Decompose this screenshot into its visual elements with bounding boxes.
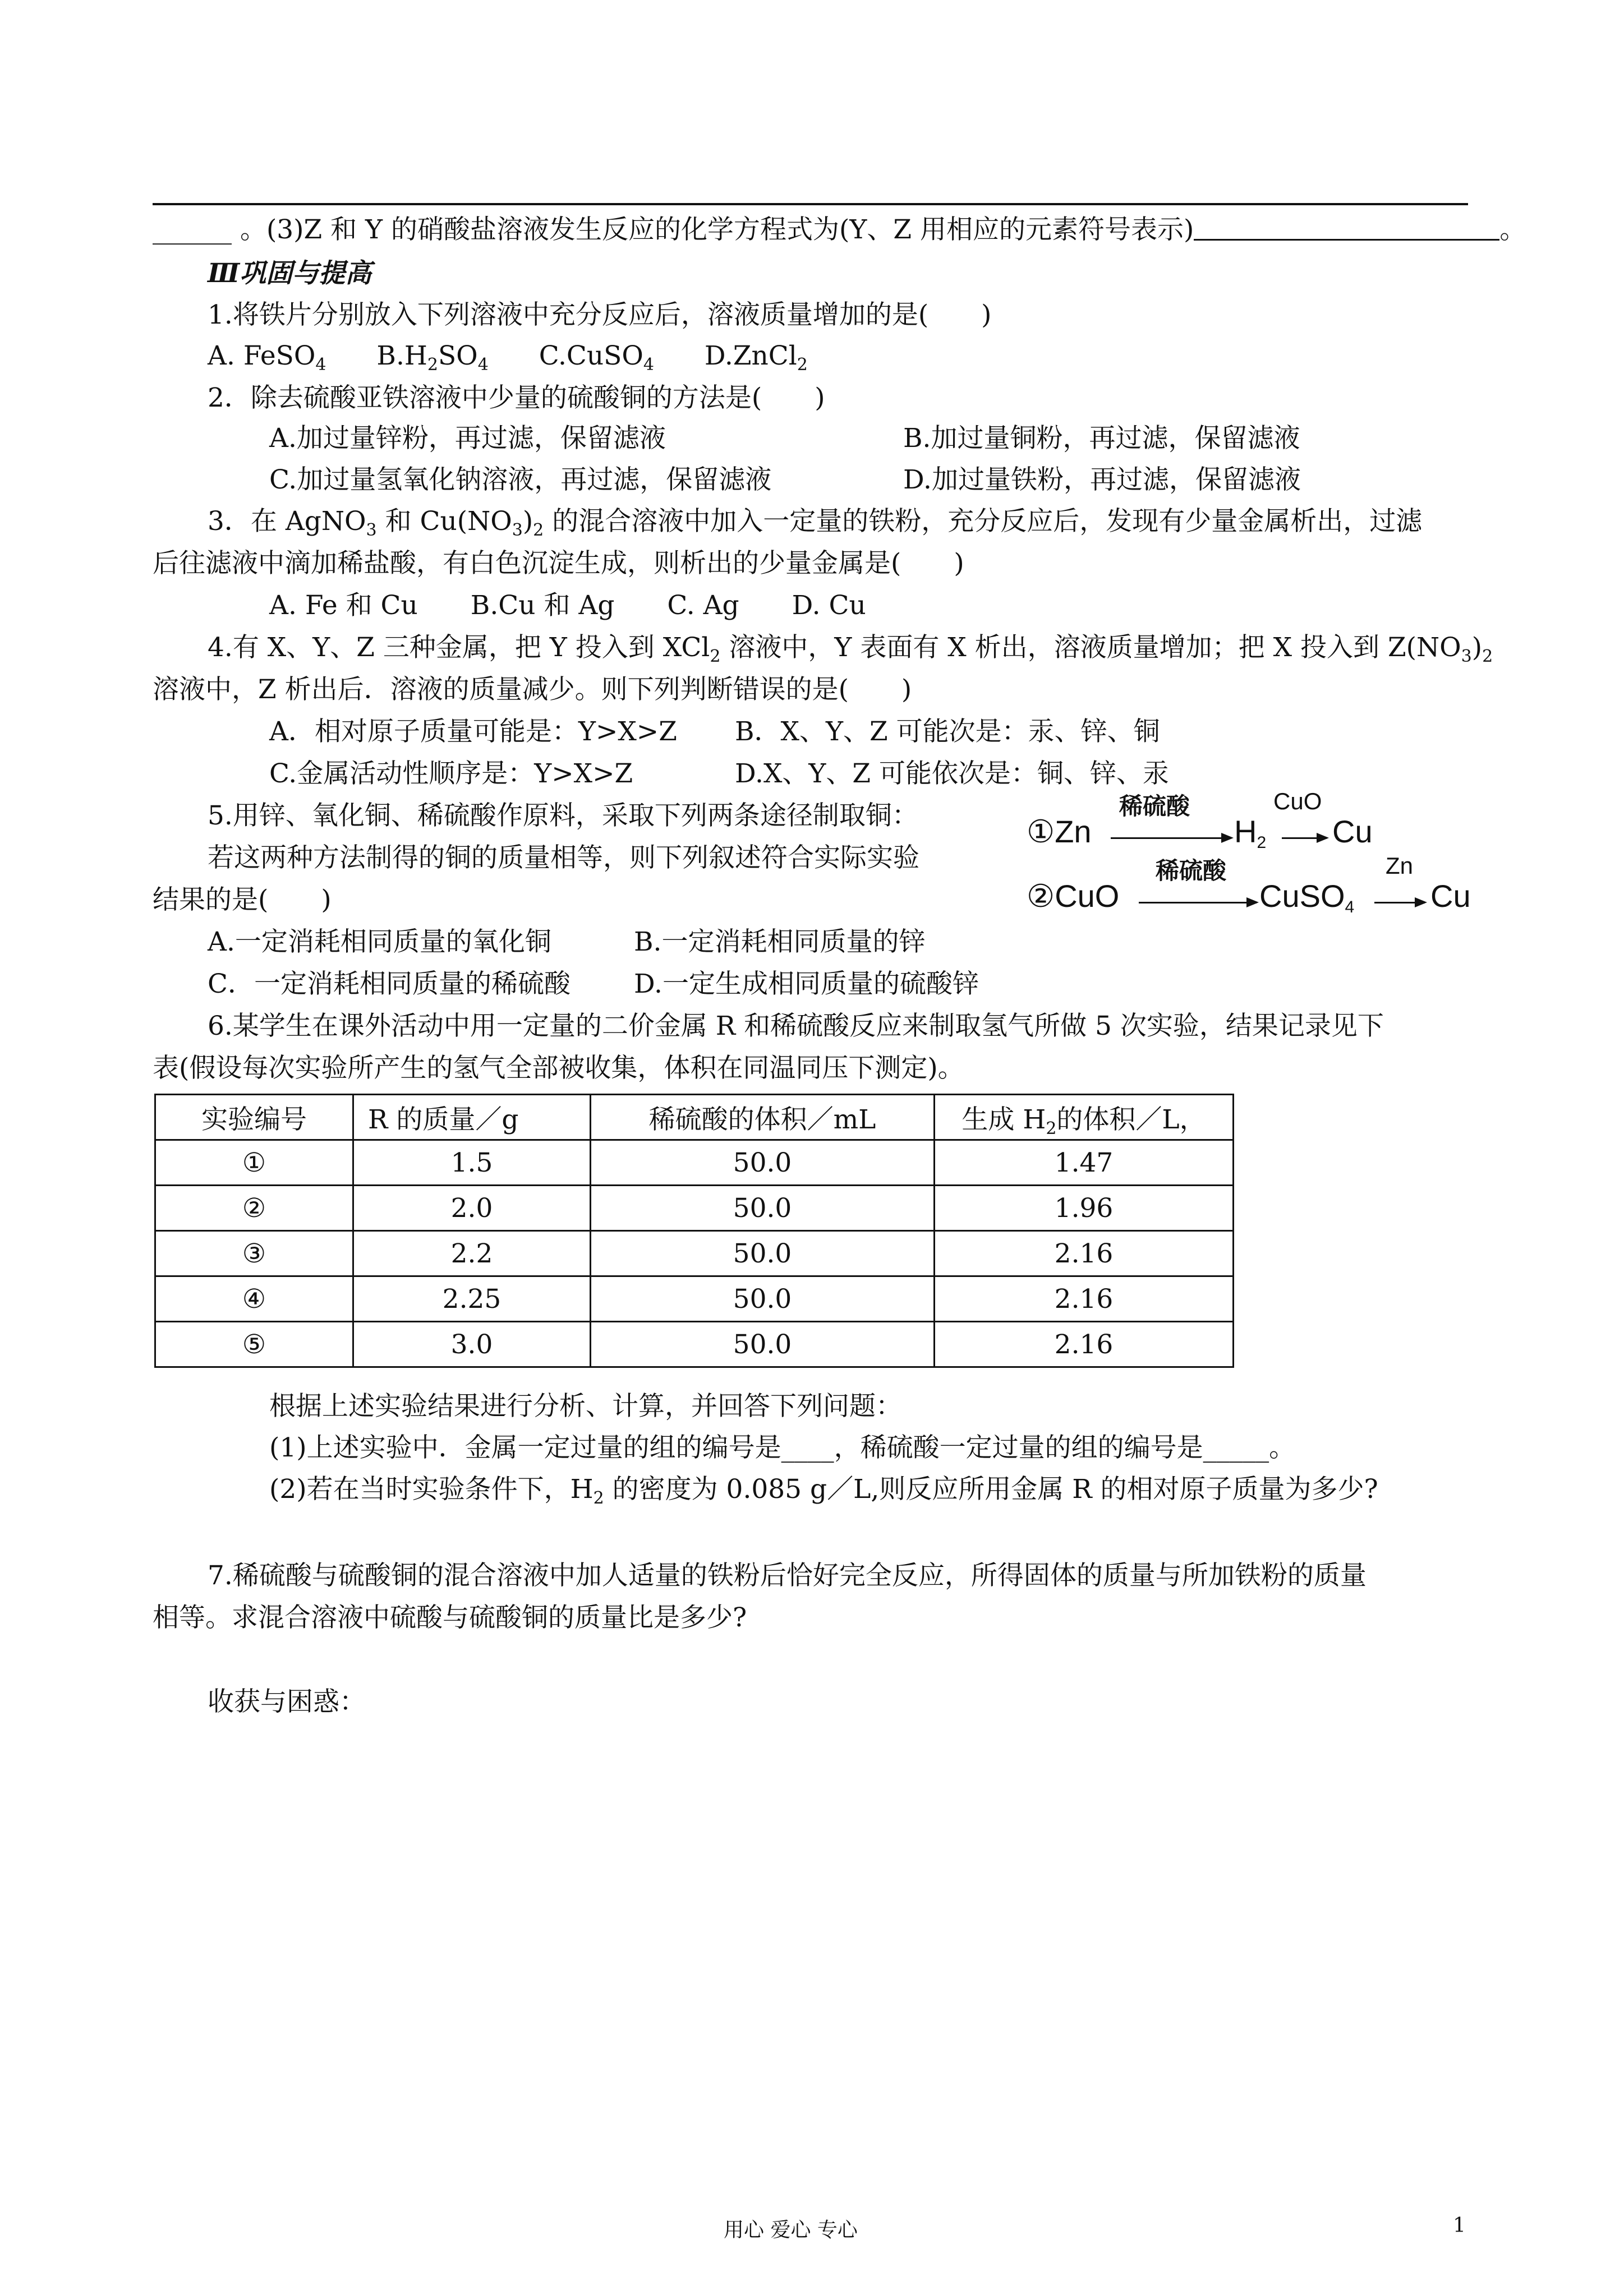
q2-option-d: D.加过量铁粉，再过滤，保留滤液 (903, 464, 1301, 495)
header-cell: 实验编号 (155, 1095, 353, 1140)
route-1-reagent-1: 稀硫酸 (1119, 793, 1190, 819)
q2-option-b: B.加过量铜粉，再过滤，保留滤液 (903, 423, 1300, 454)
page-number: 1 (1453, 2214, 1466, 2237)
q1-stem: 1.将铁片分别放入下列溶液中充分反应后，溶液质量增加的是( ) (208, 299, 992, 330)
route-2-reagent-1: 稀硫酸 (1156, 857, 1227, 884)
top-rule (153, 203, 1468, 205)
q5-option-b: B.一定消耗相同质量的锌 (634, 926, 926, 957)
route-2: ②CuO (1027, 878, 1120, 914)
table-cell: 1.5 (353, 1140, 591, 1186)
q6-line-2: 表(假设每次实验所产生的氢气全部被收集，体积在同温同压下测定)。 (153, 1053, 964, 1084)
table-cell: 50.0 (591, 1140, 935, 1186)
section-title: Ⅲ巩固与提高 (208, 258, 372, 289)
q2-option-a: A.加过量锌粉，再过滤，保留滤液 (269, 423, 666, 454)
route-1-arrow-1 (1111, 837, 1231, 839)
q6-instructions: 根据上述实验结果进行分析、计算，并回答下列问题： (269, 1391, 902, 1422)
table-cell: 3.0 (353, 1322, 591, 1367)
q1-option-a: A. FeSO (208, 340, 316, 371)
q5-option-a: A.一定消耗相同质量的氧化铜 (208, 926, 551, 957)
reflection-label: 收获与困惑： (208, 1686, 366, 1717)
route-1: ①Zn (1027, 814, 1092, 849)
footer-motto: 用心 爱心 专心 (724, 2219, 858, 2242)
q4-line-2: 溶液中，Z 析出后．溶液的质量减少。则下列判断错误的是( ) (153, 674, 912, 705)
header-cell: R 的质量／g (353, 1095, 591, 1140)
reaction-scheme (1027, 788, 1487, 934)
table-cell: ③ (155, 1231, 353, 1276)
q6-line-1: 6.某学生在课外活动中用一定量的二价金属 R 和稀硫酸反应来制取氢气所做 5 次实验，结果记录见下 (208, 1011, 1384, 1041)
table-header-row (155, 1095, 1234, 1140)
header-cell: 生成 $H_2$的体积／L， (935, 1095, 1234, 1140)
route-1-intermediate: $H_2$ (1234, 814, 1267, 852)
q7-line-2: 相等。求混合溶液中硫酸与硫酸铜的质量比是多少? (153, 1602, 747, 1633)
table-cell: ⑤ (155, 1322, 353, 1367)
q5-option-d: D.一定生成相同质量的硫酸锌 (634, 969, 979, 999)
route-1-product: Cu (1332, 814, 1373, 849)
q5-option-c: C．一定消耗相同质量的稀硫酸 (208, 969, 571, 999)
table-cell: 1.47 (935, 1140, 1234, 1186)
table-cell: 50.0 (591, 1322, 935, 1367)
q4-line-1: 4.有 X、Y、Z 三种金属，把 Y 投入到 XCl$_2$ 溶液中，Y 表面有 X 析出，溶液质量增加；把 X 投入到 $Z(NO_3)_2$ (208, 632, 1493, 666)
results-table (154, 1094, 1234, 1368)
q6-subquestion-2: (2)若在当时实验条件下，$H_2$ 的密度为 0.085 g／L,则反应所用金属 R 的相对原子质量为多少? (269, 1474, 1378, 1508)
table-cell: 50.0 (591, 1186, 935, 1231)
table-cell: ④ (155, 1276, 353, 1322)
table-row (155, 1140, 1234, 1186)
route-1-reagent-2: CuO (1273, 788, 1322, 814)
q1-option-d: D.ZnCl (704, 340, 797, 371)
header-cell: 稀硫酸的体积／mL (591, 1095, 935, 1140)
q3-options: A. Fe 和 Cu B.Cu 和 Ag C. Ag D. Cu (269, 590, 866, 621)
table-cell: 2.16 (935, 1276, 1234, 1322)
route-2-product: Cu (1430, 878, 1471, 914)
q1-option-b: B.H (376, 340, 427, 371)
table-cell: 2.25 (353, 1276, 591, 1322)
table-cell: ① (155, 1140, 353, 1186)
q5-line-2: 若这两种方法制得的铜的质量相等，则下列叙述符合实际实验 (208, 842, 919, 873)
table-cell: ② (155, 1186, 353, 1231)
q5-line-1: 5.用锌、氧化铜、稀硫酸作原料，采取下列两条途径制取铜： (208, 800, 918, 831)
table-row (155, 1276, 1234, 1322)
q4-option-d: D.X、Y、Z 可能依次是：铜、锌、汞 (735, 758, 1170, 789)
q1-option-c: C.CuSO (539, 340, 643, 371)
table-cell: 2.16 (935, 1231, 1234, 1276)
route-2-arrow-2 (1374, 902, 1425, 903)
q3-line-1: 3．在 AgNO$_3$ 和 $Cu(NO_3)_2$ 的混合溶液中加入一定量的铁粉，充分反应后，发现有少量金属析出，过滤 (208, 506, 1423, 540)
q2-stem: 2．除去硫酸亚铁溶液中少量的硫酸铜的方法是( ) (208, 382, 825, 413)
route-1-arrow-2 (1282, 837, 1327, 839)
q7-line-1: 7.稀硫酸与硫酸铜的混合溶液中加人适量的铁粉后恰好完全反应，所得固体的质量与所加铁粉的质量 (208, 1560, 1367, 1591)
table-row (155, 1186, 1234, 1231)
table-cell: 1.96 (935, 1186, 1234, 1231)
q5-line-3: 结果的是( ) (153, 884, 332, 915)
q2-option-c: C.加过量氢氧化钠溶液，再过滤，保留滤液 (269, 464, 772, 495)
q4-option-c: C.金属活动性顺序是：Y>X>Z (269, 758, 633, 789)
previous-question-end: ______ 。(3)Z 和 Y 的硝酸盐溶液发生反应的化学方程式为(Y、Z 用相应的元素符号表示) 。 (153, 214, 1526, 245)
q3-line-2: 后往滤液中滴加稀盐酸，有白色沉淀生成，则析出的少量金属是( ) (153, 548, 964, 579)
table-row (155, 1322, 1234, 1367)
table-cell: 2.16 (935, 1322, 1234, 1367)
q6-subquestion-1: (1)上述实验中．金属一定过量的组的编号是____，稀硫酸一定过量的组的编号是_____。 (269, 1432, 1296, 1463)
q4-option-a: A．相对原子质量可能是：Y>X>Z (269, 716, 677, 747)
q1-options: A. FeSO$_4$ $B.H_2SO_4$ C.CuSO$_4$ D.ZnCl$_2$ (208, 340, 808, 375)
table-cell: 50.0 (591, 1231, 935, 1276)
table-row (155, 1231, 1234, 1276)
route-2-intermediate: CuSO$_4$ (1259, 878, 1355, 916)
table-cell: 2.0 (353, 1186, 591, 1231)
table-cell: 50.0 (591, 1276, 935, 1322)
table-cell: 2.2 (353, 1231, 591, 1276)
route-2-reagent-2: Zn (1386, 852, 1414, 879)
q4-option-b: B．X、Y、Z 可能次是：汞、锌、铜 (735, 716, 1160, 747)
route-2-arrow-1 (1139, 902, 1257, 903)
answer-blank[interactable] (1194, 215, 1499, 241)
